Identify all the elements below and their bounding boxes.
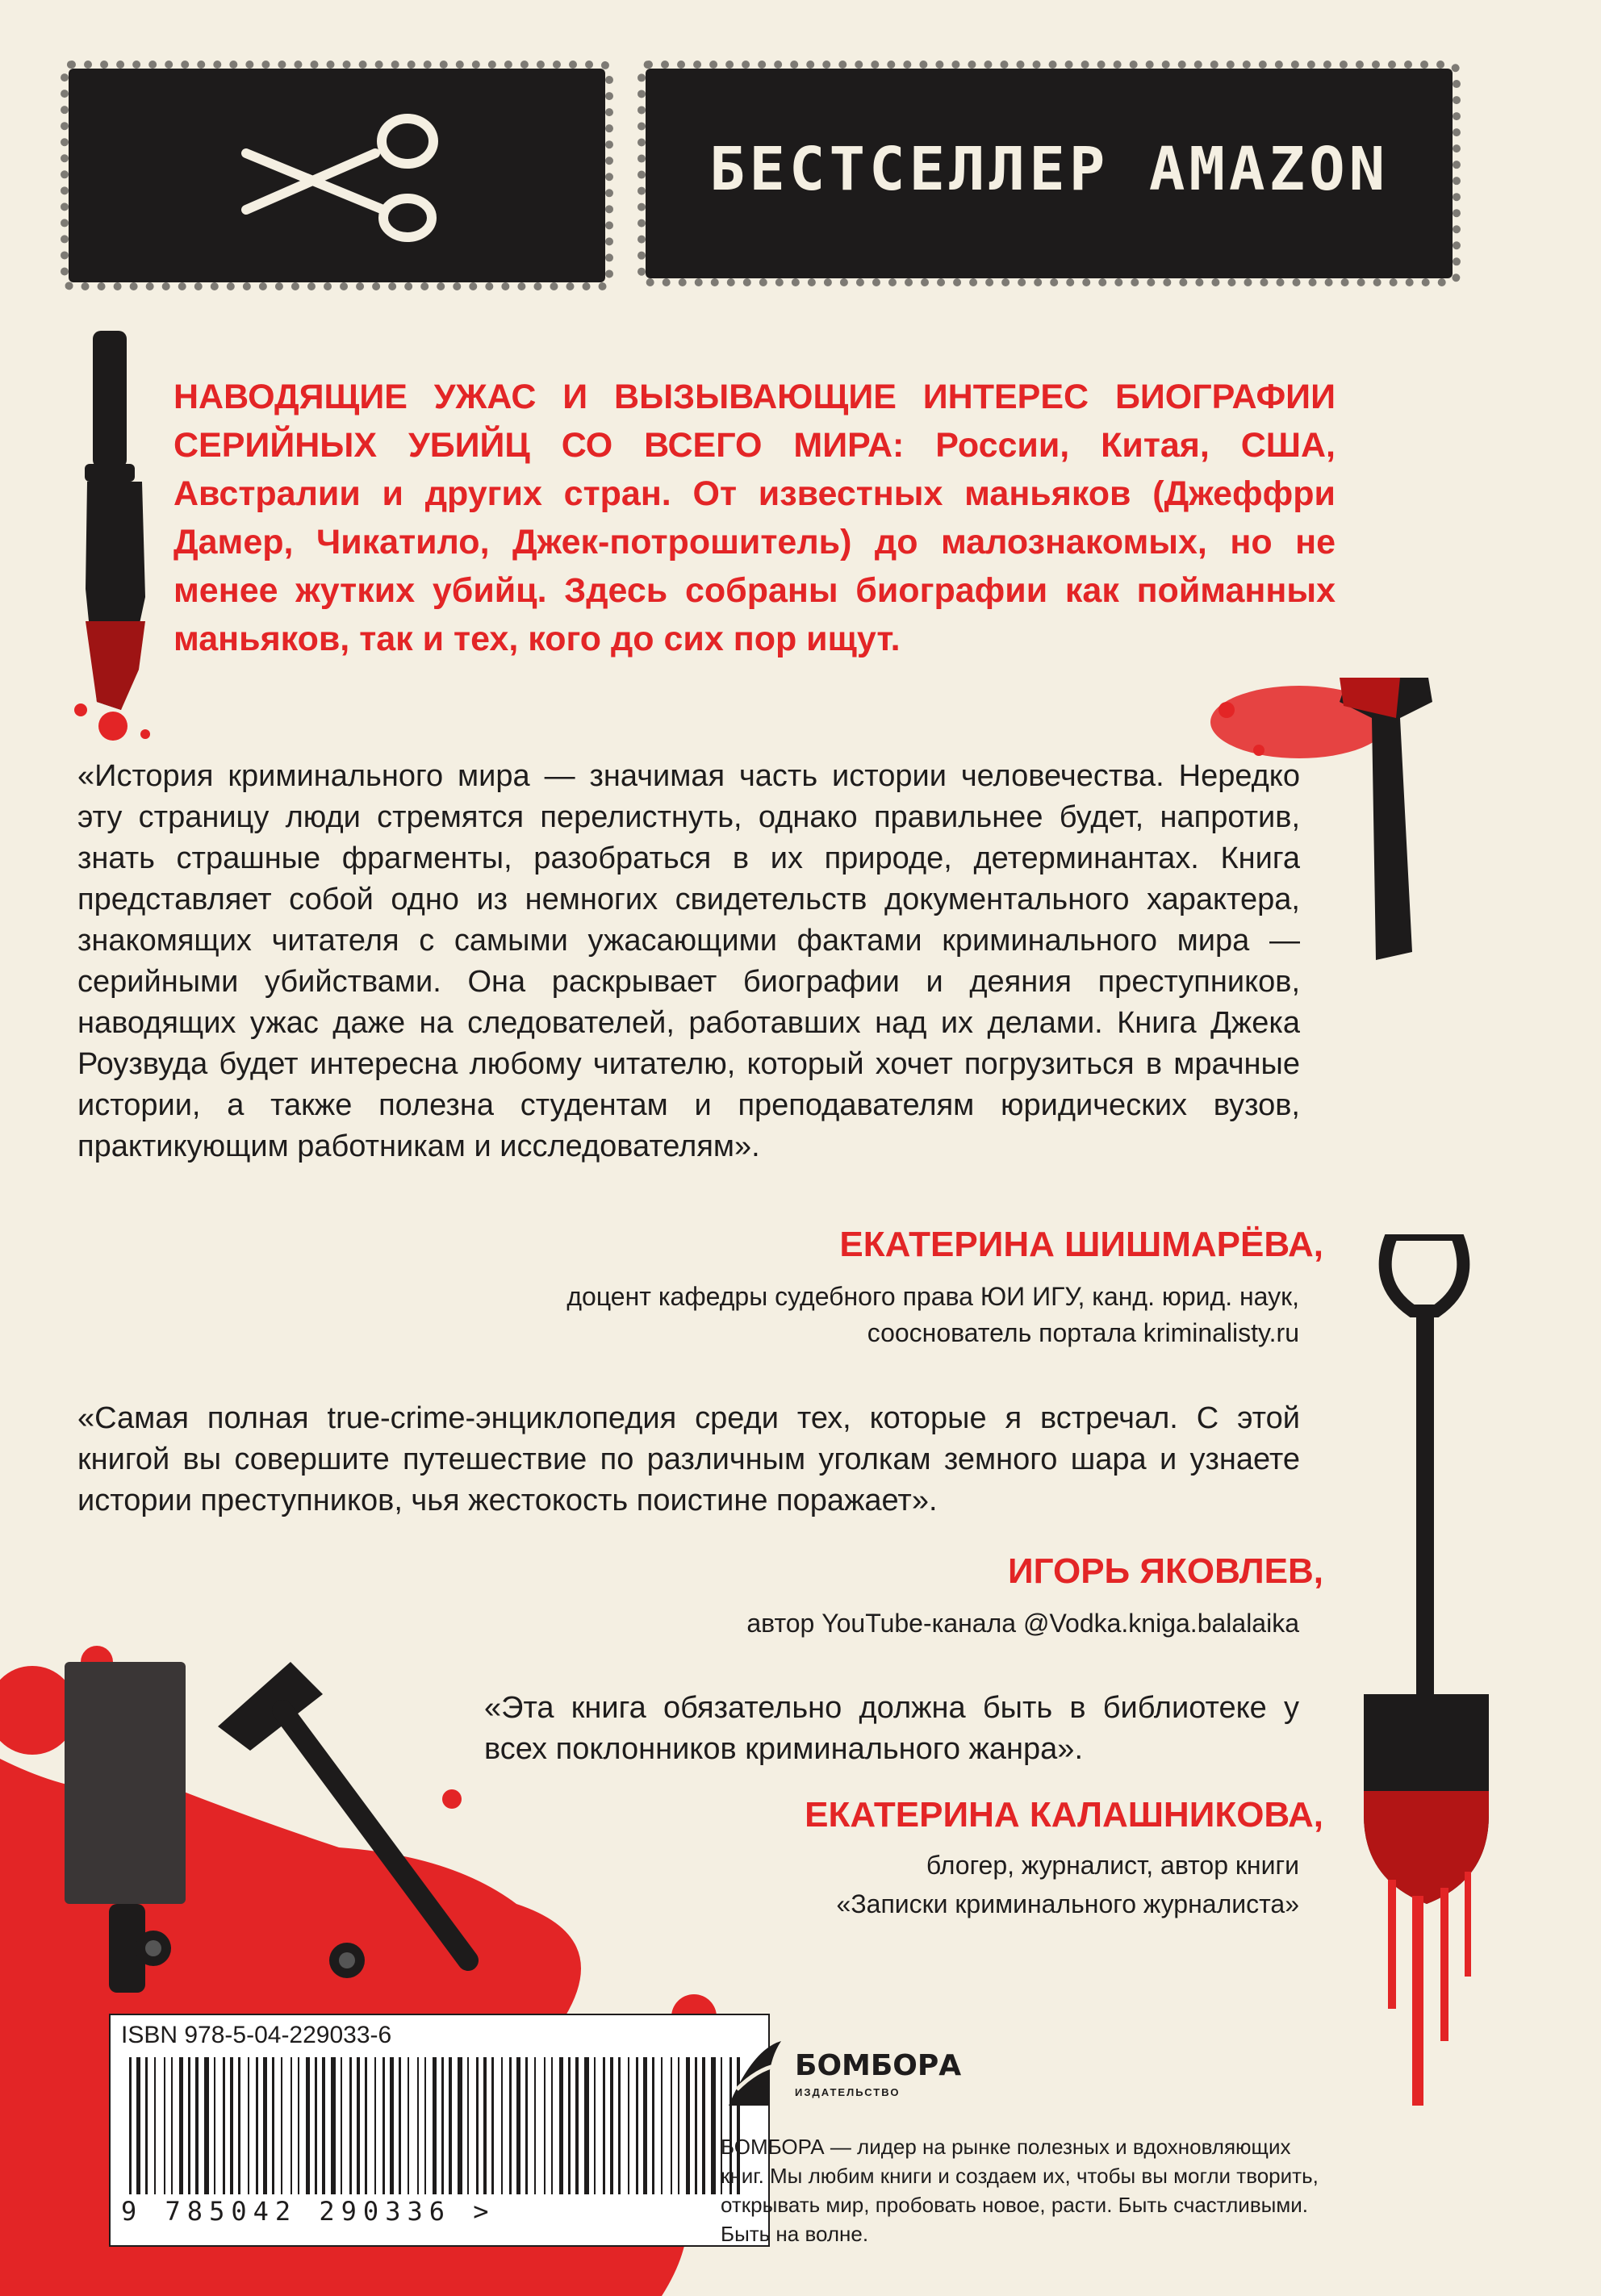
review-role-1a: доцент кафедры судебного права ЮИ ИГУ, канд. юрид. наук,: [566, 1282, 1299, 1311]
barcode-bar: [458, 2057, 462, 2194]
barcode-bar: [449, 2057, 452, 2194]
barcode-bar: [695, 2057, 697, 2194]
barcode-bar: [154, 2057, 156, 2194]
review-author-3: ЕКАТЕРИНА КАЛАШНИКОВА,: [805, 1795, 1323, 1835]
barcode-bar: [702, 2057, 705, 2194]
review-role-3b: «Записки криминального журналиста»: [836, 1889, 1299, 1918]
barcode-bar: [516, 2057, 520, 2194]
review-quote-3: «Эта книга обязательно должна быть в библиотеке у всех поклонников криминального жанра».: [484, 1691, 1299, 1766]
barcode-bar: [374, 2057, 376, 2194]
barcode-bar: [534, 2057, 536, 2194]
barcode-bar: [661, 2057, 663, 2194]
barcode-digits: 9 785042 290336 >: [121, 2196, 495, 2227]
barcode-bar: [711, 2057, 716, 2194]
barcode-bar: [291, 2057, 292, 2194]
barcode-bar: [559, 2057, 563, 2194]
isbn-label: ISBN 978-5-04-229033-6: [121, 2022, 392, 2048]
review-role-2: автор YouTube-канала @Vodka.kniga.balalaika: [746, 1609, 1299, 1638]
barcode-bar: [188, 2057, 190, 2194]
barcode-bar: [671, 2057, 672, 2194]
barcode-bar: [399, 2057, 401, 2194]
barcode-bar: [315, 2057, 317, 2194]
barcode-bar: [195, 2057, 199, 2194]
barcode-bar: [272, 2057, 274, 2194]
publisher-blurb: БОМБОРА — лидер на рынке полезных и вдохновляющих книг. Мы любим книги и создаем их, чтобы вы могли творить, открывать мир, пробовать новое, расти. Быть счастливыми. Быть на волне.: [721, 2135, 1319, 2246]
barcode-bar: [433, 2057, 437, 2194]
barcode-bar: [551, 2057, 553, 2194]
barcode-bar: [331, 2057, 336, 2194]
barcode-bar: [467, 2057, 469, 2194]
review-quote-1: «История криминального мира — значимая часть истории человечества. Нередко эту страницу люди стремятся перелистнуть, однако правильнее будет, напротив, знать страшные фрагменты, разобраться в их природе, детерминантах. Книга представляет собой одно из немногих свидетельств документального характера, знакомящих читателя с самыми ужасающими фактами криминального мира — серийными убийствами. Она раскрывает биографии и деяния преступников, наводящих ужас даже на следователей, работавших над их делами. Книга Джека Роузвуда будет интересна любому читателю, который хочет погрузиться в мрачные истории, а также полезна студентам и преподавателям юридических вузов, практикующим работникам и исследователям».: [77, 759, 1300, 1163]
barcode-bar: [357, 2057, 360, 2194]
barcode-bar: [509, 2057, 512, 2194]
barcode-bar: [618, 2057, 621, 2194]
barcode-bar: [544, 2057, 546, 2194]
barcode-bar: [636, 2057, 638, 2194]
barcode-bar: [594, 2057, 596, 2194]
barcode-bar: [341, 2057, 342, 2194]
barcode-bar: [390, 2057, 394, 2194]
barcode-bar: [686, 2057, 690, 2194]
barcode-bar: [263, 2057, 267, 2194]
barcode-bar: [491, 2057, 494, 2194]
lead-paragraph: НАВОДЯЩИЕ УЖАС И ВЫЗЫВАЮЩИЕ ИНТЕРЕС БИОГРАФИИ СЕРИЙНЫХ УБИЙЦ СО ВСЕГО МИРА: России, Китая, США, Австралии и других стран. От известных маньяков (Джеффри Дамер, Чикатило, Джек-потрошитель) до малознакомых, но не менее жутких убийц. Здесь собраны биографии как пойманных маньяков, так и тех, кого до сих пор ищут.: [173, 378, 1336, 658]
barcode: [121, 2057, 755, 2194]
barcode-bar: [248, 2057, 249, 2194]
barcode-bar: [145, 2057, 148, 2194]
barcode-bar: [584, 2057, 589, 2194]
barcode-bar: [408, 2057, 409, 2194]
barcode-bar: [476, 2057, 479, 2194]
barcode-bar: [136, 2057, 140, 2194]
barcode-bar: [501, 2057, 503, 2194]
barcode-bar: [568, 2057, 571, 2194]
review-role-1b: сооснователь портала kriminalisty.ru: [867, 1318, 1299, 1347]
barcode-bar: [230, 2057, 233, 2194]
barcode-bar: [652, 2057, 654, 2194]
barcode-bar: [382, 2057, 385, 2194]
review-quote-2: «Самая полная true-crime-энциклопедия среди тех, которые я встречал. С этой книгой вы совершите путешествие по различным уголкам земного шара и узнаете истории преступников, чья жестокость поистине поражает».: [77, 1401, 1300, 1517]
barcode-bar: [204, 2057, 209, 2194]
barcode-bar: [256, 2057, 258, 2194]
barcode-bar: [483, 2057, 487, 2194]
barcode-bar: [575, 2057, 579, 2194]
barcode-bar: [223, 2057, 225, 2194]
review-role-3a: блогер, журналист, автор книги: [926, 1851, 1299, 1880]
barcode-bar: [179, 2057, 183, 2194]
shovel-icon: [1356, 1234, 1501, 2138]
barcode-bar: [306, 2057, 310, 2194]
barcode-bar: [298, 2057, 299, 2194]
publisher-subtitle: ИЗДАТЕЛЬСТВО: [795, 2086, 901, 2098]
barcode-bar: [603, 2057, 605, 2194]
barcode-bar: [424, 2057, 426, 2194]
publisher-logo-icon: [721, 2033, 789, 2114]
barcode-bar: [129, 2057, 132, 2194]
barcode-bar: [214, 2057, 215, 2194]
publisher-name: БОМБОРА: [795, 2049, 962, 2082]
barcode-bar: [349, 2057, 352, 2194]
barcode-bar: [643, 2057, 647, 2194]
knife-icon: [65, 331, 169, 750]
review-author-1: ЕКАТЕРИНА ШИШМАРЁВА,: [839, 1225, 1323, 1264]
barcode-bar: [281, 2057, 282, 2194]
scissors-stamp: [69, 69, 605, 282]
barcode-bar: [678, 2057, 679, 2194]
barcode-bar: [441, 2057, 444, 2194]
bestseller-badge: БЕСТСЕЛЛЕР AMAZON: [709, 135, 1390, 204]
barcode-bar: [171, 2057, 173, 2194]
barcode-bar: [238, 2057, 240, 2194]
barcode-bar: [417, 2057, 419, 2194]
barcode-bar: [164, 2057, 165, 2194]
barcode-bar: [610, 2057, 613, 2194]
barcode-bar: [525, 2057, 528, 2194]
review-author-2: ИГОРЬ ЯКОВЛЕВ,: [1007, 1551, 1323, 1591]
barcode-bar: [628, 2057, 629, 2194]
scissors-icon: [214, 97, 472, 258]
barcode-bar: [322, 2057, 325, 2194]
barcode-bar: [365, 2057, 367, 2194]
